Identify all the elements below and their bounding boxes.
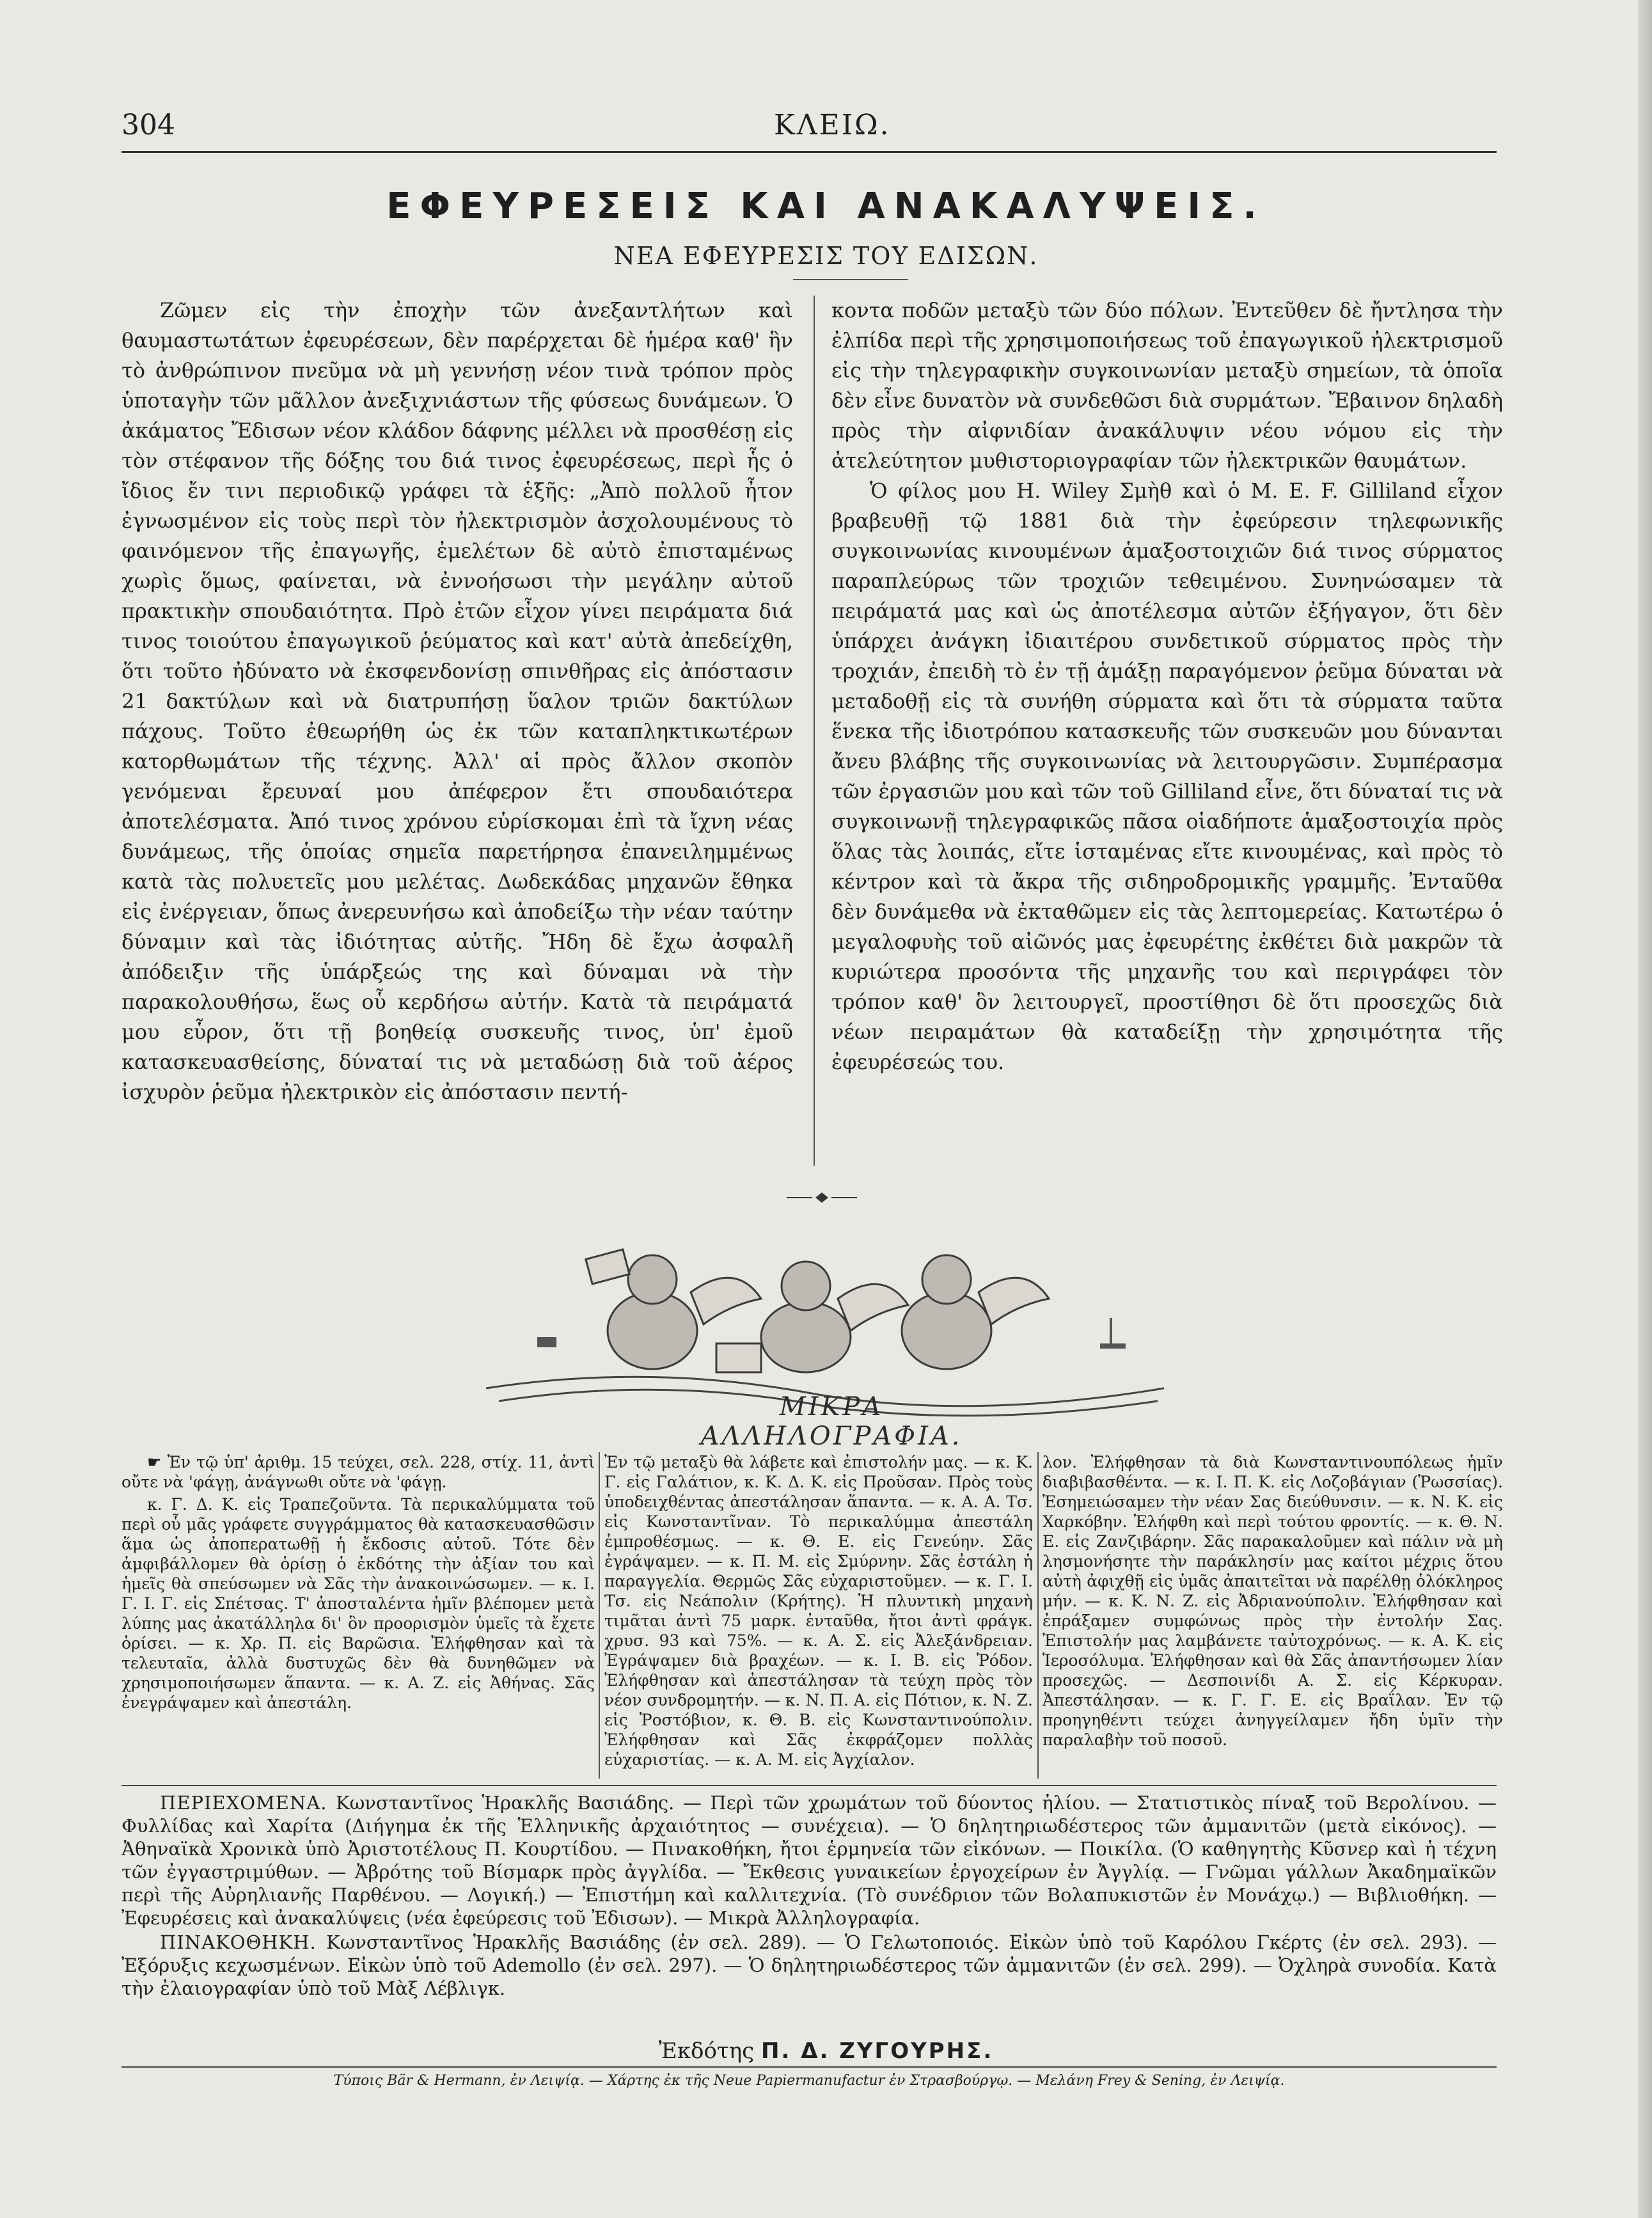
page-number: 304 — [122, 109, 175, 141]
contents-rule — [122, 1785, 1497, 1786]
column-divider — [1037, 1452, 1039, 1778]
correspondence-entry: Ἐν τῷ μεταξὺ θὰ λάβετε καὶ ἐπιστολήν μας. — κ. Κ. Γ. εἰς Γαλάτιον, κ. Κ. Δ. Κ. εἰς Προῦσαν. Πρὸς τοὺς ὑποδειχθέντας ἀπεστάλησαν ἅπαντα. — κ. Α. Α. Τσ. εἰς Κωνσταντῖναν. Τὸ περικαλύμμα ἀπεστάλη ἐμπροθέσμως. — κ. Θ. Ε. εἰς Γενεύην. Σᾶς ἐγράψαμεν. — κ. Π. Μ. εἰς Σμύρνην. Σᾶς ἐστάλη ἡ παραγγελία. Θερμῶς Σᾶς εὐχαριστοῦμεν. — κ. Γ. Ι. Τσ. εἰς Νεάπολιν (Κρήτης). Ἡ πλυντικὴ μηχανὴ τιμᾶται ἀντὶ 75 μαρκ. ἐνταῦθα, ἤτοι ἀντὶ φράγκ. χρυσ. 93 καὶ 75%. — κ. Α. Σ. εἰς Ἀλεξάνδρειαν. Ἐγράψαμεν διὰ βραχέων. — κ. Ι. Β. εἰς Ῥόδον. Ἐλήφθησαν καὶ ἀπεστάλησαν τὰ τεύχη πρὸς τὸν νέον συνδρομητήν. — κ. Ν. Π. Α. εἰς Πότιον, κ. Ν. Ζ. εἰς Ῥοστόβιον, κ. Θ. Β. εἰς Κωνσταντινούπολιν. Ἐλήφθησαν καὶ Σᾶς ἐκφράζομεν πολλὰς εὐχαριστίας. — κ. Α. Μ. εἰς Ἀγχίαλον. — [604, 1453, 1033, 1769]
column-divider — [814, 296, 815, 1166]
correspondence-column-2 — [604, 1452, 1033, 1785]
contents-text: Κωνσταντῖνος Ἡρακλῆς Βασιάδης. — Περὶ τῶν χρωμάτων τοῦ δύοντος ἡλίου. — Στατιστικὸς πίναξ τοῦ Βερολίνου. — Φυλλίδας καὶ Χαρίτα (Διήγημα ἐκ τῆς Ἑλληνικῆς ἀρχαιότητος — συνέχεια). — Ὁ δηλητηριωδέστερος τῶν ἀμμανιτῶν (μετὰ εἰκόνος). — Ἀθηναϊκὰ Χρονικὰ ὑπὸ Ἀριστοτέλους Π. Κουρτίδου. — Πινακοθήκη, ἤτοι ἑρμηνεία τῶν εἰκόνων. — Ποικίλα. (Ὁ καθηγητὴς Κῦσνερ καὶ ἡ τέχνη τῶν ἐγγαστριμύθων. — Ἀβρότης τοῦ Βίσμαρκ πρὸς ἀγγλίδα. — Ἔκθεσις γυναικείων ἐργοχείρων ἐν Ἀγγλίᾳ. — Γνῶμαι γάλλων Ἀκαδημαϊκῶν περὶ τῆς Αὐρηλιανῆς Παρθένου. — Λογική.) — Ἐπιστήμη καὶ καλλιτεχνία. (Τὸ συνέδριον τῶν Βολαπυκιστῶν ἐν Μονάχῳ.) — Βιβλιοθήκη. — Ἐφευρέσεις καὶ ἀνακαλύψεις (νέα ἐφεύρεσις τοῦ Ἐδισων). — Μικρὰ Ἀλληλογραφία. — [122, 1792, 1497, 1929]
article-paragraph: Ὁ φίλος μου H. Wiley Σμὴθ καὶ ὁ M. E. F. Gilliland εἶχον βραβευθῇ τῷ 1881 διὰ τὴν ἐφεύρεσιν τηλεφωνικῆς συγκοινωνίας κινουμένων ἁμαξοστοιχιῶν διά τινος σύρματος παραπλεύρως τῶν τροχιῶν τεθειμένου. Συνηνώσαμεν τὰ πειράματά μας καὶ ὡς ἀποτέλεσμα αὐτῶν ἐξήγαγον, ὅτι δὲν ὑπάρχει ἀνάγκη ἰδιαιτέρου συνδετικοῦ σύρματος πρὸς τὴν τροχιάν, ἐπειδὴ τὸ ἐν τῇ ἁμάξῃ παραγόμενον ῥεῦμα δύναται νὰ μεταδοθῇ εἰς τὰ συνήθη σύρματα καὶ ὅτι τὰ σύρματα ταῦτα ἕνεκα τῆς ἰδιοτρόπου κατασκευῆς τῶν συσκευῶν μου δύνανται ἄνευ βλάβης τῆς συγκοινωνίας νὰ λειτουργῶσιν. Συμπέρασμα τῶν ἐργασιῶν μου καὶ τῶν τοῦ Gilliland εἶνε, ὅτι δύναταί τις νὰ συγκοινωνῇ τηλεγραφικῶς πᾶσα οἱαδήποτε ἁμαξοστοιχία πρὸς ὅλας τὰς λοιπάς, εἴτε ἱσταμένας εἴτε κινουμένας, καὶ πρὸς τὸ κέντρον καὶ τὰ ἄκρα τῆς σιδηροδρομικῆς γραμμῆς. Ἐνταῦθα δὲν δυνάμεθα νὰ ἐκταθῶμεν εἰς τὰς λεπτομερείας. Κατωτέρω ὁ μεγαλοφυὴς τοῦ αἰῶνός μας ἐφευρέτης ἐκθέτει διὰ μακρῶν τὰ κυριώτερα προσόντα τῆς μηχανῆς του καὶ περιγράφει τὸν τρόπον καθ' ὃν λειτουργεῖ, προστίθησι δὲ ὅτι προσεχῶς διὰ νέων πειραμάτων θὰ καταδείξῃ τὴν χρησιμότητα τῆς ἐφευρέσεώς του. — [831, 479, 1503, 1074]
column-divider — [599, 1452, 600, 1778]
article-paragraph: Ζῶμεν εἰς τὴν ἐποχὴν τῶν ἀνεξαντλήτων καὶ θαυμαστωτάτων ἐφευρέσεων, δὲν παρέρχεται δὲ ἡμέρα καθ' ἣν τὸ ἀνθρώπινον πνεῦμα νὰ μὴ γεννήσῃ νέον τινὰ τρόπον πρὸς ὑποταγὴν τῶν μᾶλλον ἀνεξιχνιάστων τῆς φύσεως δυνάμεων. Ὁ ἀκάματος Ἔδισων νέον κλάδον δάφνης μέλλει νὰ προσθέσῃ εἰς τὸν στέφανον τῆς δόξης του διά τινος ἐφευρέσεως, περὶ ἧς ὁ ἴδιος ἔν τινι περιοδικῷ γράφει τὰ ἑξῆς: „Ἀπὸ πολλοῦ ἦτον ἐγνωσμένον εἰς τοὺς περὶ τὸν ἠλεκτρισμὸν ἀσχολουμένους τὸ φαινόμενον τῆς ἐπαγωγῆς, ἐμελέτων δὲ αὐτὸ ἐπισταμένως χωρὶς ὅμως, φαίνεται, νὰ ἐννοήσωσι τὴν μεγάλην αὐτοῦ πρακτικὴν σπουδαιότητα. Πρὸ ἐτῶν εἶχον γίνει πειράματα διά τινος τοιούτου ἐπαγωγικοῦ ῥεύματος καὶ κατ' αὐτὰ ἀπεδείχθη, ὅτι τοῦτο ἠδύνατο νὰ ἐκσφενδονίσῃ σπινθῆρας εἰς ἀπόστασιν 21 δακτύλων καὶ νὰ διατρυπήσῃ ὕαλον τριῶν δακτύλων πάχους. Τοῦτο ἐθεωρήθη ὡς ἐκ τῶν καταπληκτικωτέρων κατορθωμάτων τῆς τέχνης. Ἀλλ' αἱ πρὸς ἄλλον σκοπὸν γενόμεναι ἔρευναί μου ἀπέφερον ἔτι σπουδαιότερα ἀποτελέσματα. Ἀπό τινος χρόνου εὑρίσκομαι ἐπὶ τὰ ἴχνη νέας δυνάμεως, τῆς ὁποίας σημεῖα παρετήρησα ἐπανειλημμένως κατὰ τὰς πολυετεῖς μου μελέτας. Δωδεκάδας μηχανῶν ἔθηκα εἰς ἐνέργειαν, ὅπως ἀνερευνήσω καὶ ἀποδείξω τὴν νέαν ταύτην δύναμιν καὶ τὰς ἰδιότητας αὐτῆς. Ἤδη δὲ ἔχω ἀσφαλῆ ἀπόδειξιν τῆς ὑπάρξεώς της καὶ δύναμαι νὰ τὴν παρακολουθήσω, ἕως οὗ κερδήσω αὐτήν. Κατὰ τὰ πειράματά μου εὗρον, ὅτι τῇ βοηθείᾳ συσκευῆς τινος, ὑπ' ἐμοῦ κατασκευασθείσης, δύναταί τις νὰ μεταδώσῃ διὰ τοῦ ἀέρος ἰσχυρὸν ῥεῦμα ἠλεκτρικὸν εἰς ἀπόστασιν πεντή- — [122, 298, 793, 1104]
contents-label: ΠΕΡΙΕΧΟΜΕΝΑ. — [160, 1792, 327, 1814]
correspondence-column-1 — [122, 1452, 595, 1785]
correspondence-entry: λον. Ἐλήφθησαν τὰ διὰ Κωνσταντινουπόλεως ἡμῖν διαβιβασθέντα. — κ. Ι. Π. Κ. εἰς Λοζοβάγιαν (Ῥωσσίας). Ἐσημειώσαμεν τὴν νέαν Σας διεύθυνσιν. — κ. Ν. Κ. εἰς Χαρκόβην. Ἐλήφθη καὶ περὶ τούτου φροντίς. — κ. Θ. Ν. Ε. εἰς Ζανζιβάρην. Σᾶς παρακαλοῦμεν καὶ πάλιν νὰ μὴ λησμονήσητε τὴν παράκλησίν μας καίτοι μέχρις ὅτου αὐτὴ ἀφιχθῇ εἰς ὑμᾶς ἀπαιτεῖται νὰ παρέλθῃ ὁλόκληρος μήν. — κ. Κ. Ν. Ζ. εἰς Ἀδριανούπολιν. Ἐλήφθησαν καὶ ἐπράξαμεν συμφώνως πρὸς τὴν ἐντολήν Σας. Ἐπιστολήν μας λαμβάνετε ταὐτοχρόνως. — κ. Α. Κ. εἰς Ἱεροσόλυμα. Ἐλήφθησαν καὶ θὰ Σᾶς ἀπαντήσωμεν λίαν προσεχῶς. — Δεσποινίδι Α. Σ. εἰς Κέρκυραν. Ἀπεστάλησαν. — κ. Γ. Γ. Ε. εἰς Βραΐλαν. Ἐν τῷ προηγηθέντι τεύχει ἀνηγγείλαμεν ἤδη ὑμῖν τὴν παραλαβὴν τοῦ ποσοῦ. — [1042, 1453, 1503, 1749]
article-column-right — [831, 296, 1503, 1166]
publisher-label: Ἐκδότης — [658, 2038, 755, 2064]
ornament-divider-icon — [787, 1190, 857, 1205]
publisher-name: Π. Δ. ΖΥΓΟΥΡΗΣ. — [760, 2038, 994, 2064]
printer-line: Τύποις Bär & Hermann, ἐν Λειψίᾳ. — Χάρτης ἐκ τῆς Neue Papiermanufactur ἐν Στρασβούργῳ. — Μελάνη Frey & Sening, ἐν Λειψίᾳ. — [333, 2073, 1285, 2089]
article-column-left — [122, 296, 793, 1166]
article-subtitle: ΝΕΑ ΕΦΕΥΡΕΣΙΣ ΤΟΥ ΕΔΙΣΩΝ. — [613, 242, 1039, 270]
correspondence-heading: ΜΙΚΡΑ ΑΛΛΗΛΟΓΡΑΦΙΑ. — [700, 1392, 963, 1451]
table-of-contents — [122, 1791, 1497, 2001]
header-rule — [122, 151, 1497, 153]
publisher-line — [0, 2038, 1652, 2064]
running-head — [122, 109, 1497, 147]
journal-name: ΚΛΕΙΩ. — [774, 109, 891, 141]
gallery-label: ΠΙΝΑΚΟΘΗΚΗ. — [160, 1931, 317, 1953]
article-section-title: ΕΦΕΥΡΕΣΕΙΣ ΚΑΙ ΑΝΑΚΑΛΥΨΕΙΣ. — [386, 186, 1266, 227]
gallery-text: Κωνσταντῖνος Ἡρακλῆς Βασιάδης (ἐν σελ. 289). — Ὁ Γελωτοποιός. Εἰκὼν ὑπὸ τοῦ Καρόλου Γκέρτς (ἐν σελ. 293). — Ἐξόρυξις κεχωσμένων. Εἰκὼν ὑπὸ τοῦ Ademollo (ἐν σελ. 297). — Ὁ δηλητηριωδέστερος τῶν ἀμμανιτῶν (ἐν σελ. 299). — Ὀχληρὰ συνοδία. Κατὰ τὴν ἐλαιογραφίαν ὑπὸ τοῦ Μὰξ Λέβλιγκ. — [122, 1931, 1497, 1999]
footer-rule — [122, 2066, 1497, 2068]
correspondence-entry: κ. Γ. Δ. Κ. εἰς Τραπεζοῦντα. Τὰ περικαλύμματα τοῦ περὶ οὗ μᾶς γράφετε συγγράμματος θὰ κατασκευασθῶσιν ἅμα ὡς ἀποπερατωθῇ ἡ ἔκδοσις αὐτοῦ. Τότε δὲν ἀμφιβάλλομεν θὰ ὁρίσῃ ὁ ἐκδότης τὴν ἀξίαν του καὶ ἡμεῖς θὰ σπεύσωμεν νὰ Σᾶς τὴν ἀνακοινώσωμεν. — κ. Ι. Γ. Ι. Γ. εἰς Σπέτσας. Τ' ἀποσταλέντα ἡμῖν βλέπομεν μετὰ λύπης μας ἀκατάλληλα δι' ὃν προορισμὸν ὑμεῖς τὰ ἔχετε ὁρίσει. — κ. Χρ. Π. εἰς Βαρῶσια. Ἐλήφθησαν καὶ τὰ τελευταῖα, ἀλλὰ δυστυχῶς δὲν θὰ δυνηθῶμεν νὰ χρησιμοποιήσωμεν ἅπαντα. — κ. Α. Ζ. εἰς Ἀθήνας. Σᾶς ἐνεγράψαμεν καὶ ἀπεστάλη. — [122, 1495, 595, 1712]
correspondence-entry: ☛ Ἐν τῷ ὑπ' ἀριθμ. 15 τεύχει, σελ. 228, στίχ. 11, ἀντὶ οὔτε νὰ 'φάγῃ, ἀνάγνωθι οὔτε νὰ 'φάγῃ. — [122, 1453, 595, 1491]
page-spine — [1638, 0, 1652, 2218]
subtitle-rule — [793, 279, 908, 280]
article-paragraph: κοντα ποδῶν μεταξὺ τῶν δύο πόλων. Ἐντεῦθεν δὲ ἤντλησα τὴν ἐλπίδα περὶ τῆς χρησιμοποιήσεως τοῦ ἐπαγωγικοῦ ἠλεκτρισμοῦ εἰς τὴν τηλεγραφικὴν συγκοινωνίαν μεταξὺ σημείων, τὰ ὁποῖα δὲν εἶνε δυνατὸν νὰ συνδεθῶσι διὰ συρμάτων. Ἔβαινον δηλαδὴ πρὸς τὴν αἰφνιδίαν ἀνακάλυψιν νέου νόμου εἰς τὴν ἀτελεύτητον μυθιστοριογραφίαν τῶν ἠλεκτρικῶν θαυμάτων. — [831, 298, 1503, 473]
correspondence-column-3 — [1042, 1452, 1503, 1785]
